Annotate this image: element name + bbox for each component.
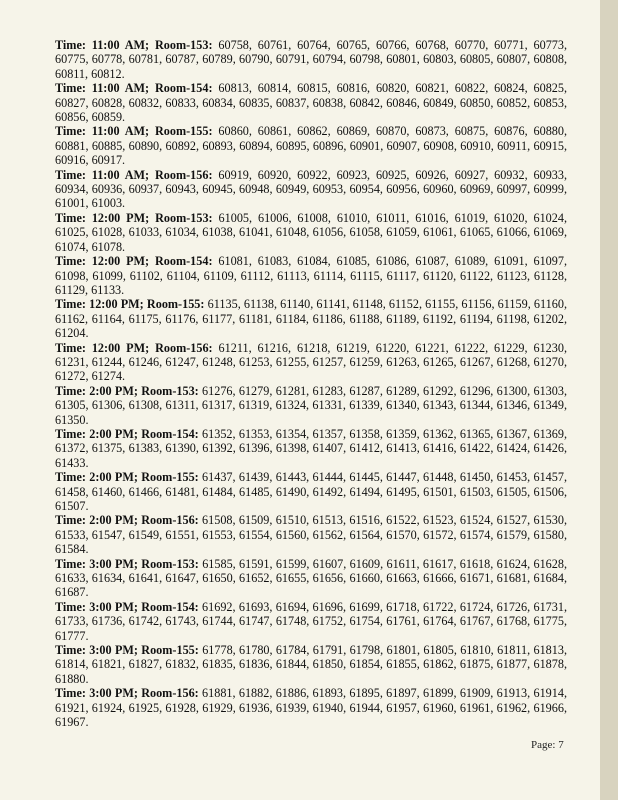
entry-label: Time: 11:00 AM; Room-155: — [55, 124, 213, 139]
entry-label: Time: 3:00 PM; Room-156: — [55, 686, 199, 701]
entry-label: Time: 2:00 PM; Room-156: — [55, 513, 199, 528]
entry-label: Time: 11:00 AM; Room-154: — [55, 81, 213, 96]
schedule-entry — [55, 124, 567, 167]
schedule-entry — [55, 168, 567, 211]
schedule-list — [55, 38, 567, 730]
schedule-entry — [55, 686, 567, 729]
entry-numbers: 60919, 60920, 60922, 60923, 60925, 60926, 60927, 60932, 60933, 60934, 60936, 60937, 60943, 60945, 60948, 60949, 60953, 60954, 60956, 60960, 60969, 60997, 60999, 61001, 61003. — [55, 167, 568, 211]
schedule-entry — [55, 643, 567, 686]
schedule-entry — [55, 470, 567, 513]
page-number: Page: 7 — [531, 739, 564, 751]
entry-label: Time: 2:00 PM; Room-154: — [55, 426, 199, 441]
entry-numbers: 61508, 61509, 61510, 61513, 61516, 61522, 61523, 61524, 61527, 61530, 61533, 61547, 61549, 61551, 61553, 61554, 61560, 61562, 61564, 61570, 61572, 61574, 61579, 61580, 61584. — [55, 513, 567, 557]
entry-numbers: 61005, 61006, 61008, 61010, 61011, 61016, 61019, 61020, 61024, 61025, 61028, 61033, 61034, 61038, 61041, 61048, 61056, 61058, 61059, 61061, 61065, 61066, 61069, 61074, 61078. — [55, 210, 567, 254]
entry-label: Time: 2:00 PM; Room-153: — [55, 383, 199, 398]
entry-label: Time: 3:00 PM; Room-155: — [55, 643, 199, 658]
entry-label: Time: 3:00 PM; Room-154: — [55, 599, 199, 614]
entry-numbers: 60813, 60814, 60815, 60816, 60820, 60821, 60822, 60824, 60825, 60827, 60828, 60832, 60833, 60834, 60835, 60837, 60838, 60842, 60846, 60849, 60850, 60852, 60853, 60856, 60859. — [55, 81, 568, 125]
entry-label: Time: 11:00 AM; Room-156: — [55, 167, 213, 182]
schedule-entry — [55, 81, 567, 124]
schedule-entry — [55, 600, 567, 643]
entry-numbers: 60758, 60761, 60764, 60765, 60766, 60768, 60770, 60771, 60773, 60775, 60778, 60781, 60787, 60789, 60790, 60791, 60794, 60798, 60801, 60803, 60805, 60807, 60808, 60811, 60812. — [55, 38, 568, 81]
entry-numbers: 61881, 61882, 61886, 61893, 61895, 61897, 61899, 61909, 61913, 61914, 61921, 61924, 61925, 61928, 61929, 61936, 61939, 61940, 61944, 61957, 61960, 61961, 61962, 61966, 61967. — [55, 686, 567, 730]
entry-label: Time: 12:00 PM; Room-155: — [55, 297, 205, 312]
entry-numbers: 61778, 61780, 61784, 61791, 61798, 61801, 61805, 61810, 61811, 61813, 61814, 61821, 61827, 61832, 61835, 61836, 61844, 61850, 61854, 61855, 61862, 61875, 61877, 61878, 61880. — [55, 643, 567, 686]
schedule-entry — [55, 211, 567, 254]
entry-numbers: 61081, 61083, 61084, 61085, 61086, 61087, 61089, 61091, 61097, 61098, 61099, 61102, 61104, 61109, 61112, 61113, 61114, 61115, 61117, 61120, 61122, 61123, 61128, 61129, 61133. — [55, 254, 567, 297]
schedule-entry — [55, 427, 567, 470]
schedule-entry — [55, 384, 567, 427]
entry-label: Time: 12:00 PM; Room-154: — [55, 254, 213, 269]
entry-numbers: 61692, 61693, 61694, 61696, 61699, 61718, 61722, 61724, 61726, 61731, 61733, 61736, 61742, 61743, 61744, 61747, 61748, 61752, 61754, 61761, 61764, 61767, 61768, 61775, 61777. — [55, 599, 567, 643]
schedule-entry — [55, 513, 567, 556]
entry-label: Time: 3:00 PM; Room-153: — [55, 556, 199, 571]
entry-numbers: 61276, 61279, 61281, 61283, 61287, 61289, 61292, 61296, 61300, 61303, 61305, 61306, 61308, 61311, 61317, 61319, 61324, 61331, 61339, 61340, 61343, 61344, 61346, 61349, 61350. — [55, 383, 567, 427]
schedule-entry — [55, 297, 567, 340]
schedule-entry — [55, 38, 567, 81]
entry-numbers: 60860, 60861, 60862, 60869, 60870, 60873, 60875, 60876, 60880, 60881, 60885, 60890, 60892, 60893, 60894, 60895, 60896, 60901, 60907, 60908, 60910, 60911, 60915, 60916, 60917. — [55, 124, 568, 168]
entry-numbers: 61352, 61353, 61354, 61357, 61358, 61359, 61362, 61365, 61367, 61369, 61372, 61375, 61383, 61390, 61392, 61396, 61398, 61407, 61412, 61413, 61416, 61422, 61424, 61426, 61433. — [55, 426, 567, 470]
entry-numbers: 61211, 61216, 61218, 61219, 61220, 61221, 61222, 61229, 61230, 61231, 61244, 61246, 61247, 61248, 61253, 61255, 61257, 61259, 61263, 61265, 61267, 61268, 61270, 61272, 61274. — [55, 340, 567, 384]
entry-label: Time: 12:00 PM; Room-156: — [55, 340, 213, 355]
entry-numbers: 61437, 61439, 61443, 61444, 61445, 61447, 61448, 61450, 61453, 61457, 61458, 61460, 61466, 61481, 61484, 61485, 61490, 61492, 61494, 61495, 61501, 61503, 61505, 61506, 61507. — [55, 470, 567, 513]
entry-numbers: 61585, 61591, 61599, 61607, 61609, 61611, 61617, 61618, 61624, 61628, 61633, 61634, 61641, 61647, 61650, 61652, 61655, 61656, 61660, 61663, 61666, 61671, 61681, 61684, 61687. — [55, 556, 567, 600]
entry-numbers: 61135, 61138, 61140, 61141, 61148, 61152, 61155, 61156, 61159, 61160, 61162, 61164, 61175, 61176, 61177, 61181, 61184, 61186, 61188, 61189, 61192, 61194, 61198, 61202, 61204. — [55, 297, 567, 341]
schedule-entry — [55, 341, 567, 384]
entry-label: Time: 12:00 PM; Room-153: — [55, 210, 213, 225]
schedule-entry — [55, 557, 567, 600]
entry-label: Time: 11:00 AM; Room-153: — [55, 38, 213, 52]
entry-label: Time: 2:00 PM; Room-155: — [55, 470, 199, 485]
schedule-entry — [55, 254, 567, 297]
